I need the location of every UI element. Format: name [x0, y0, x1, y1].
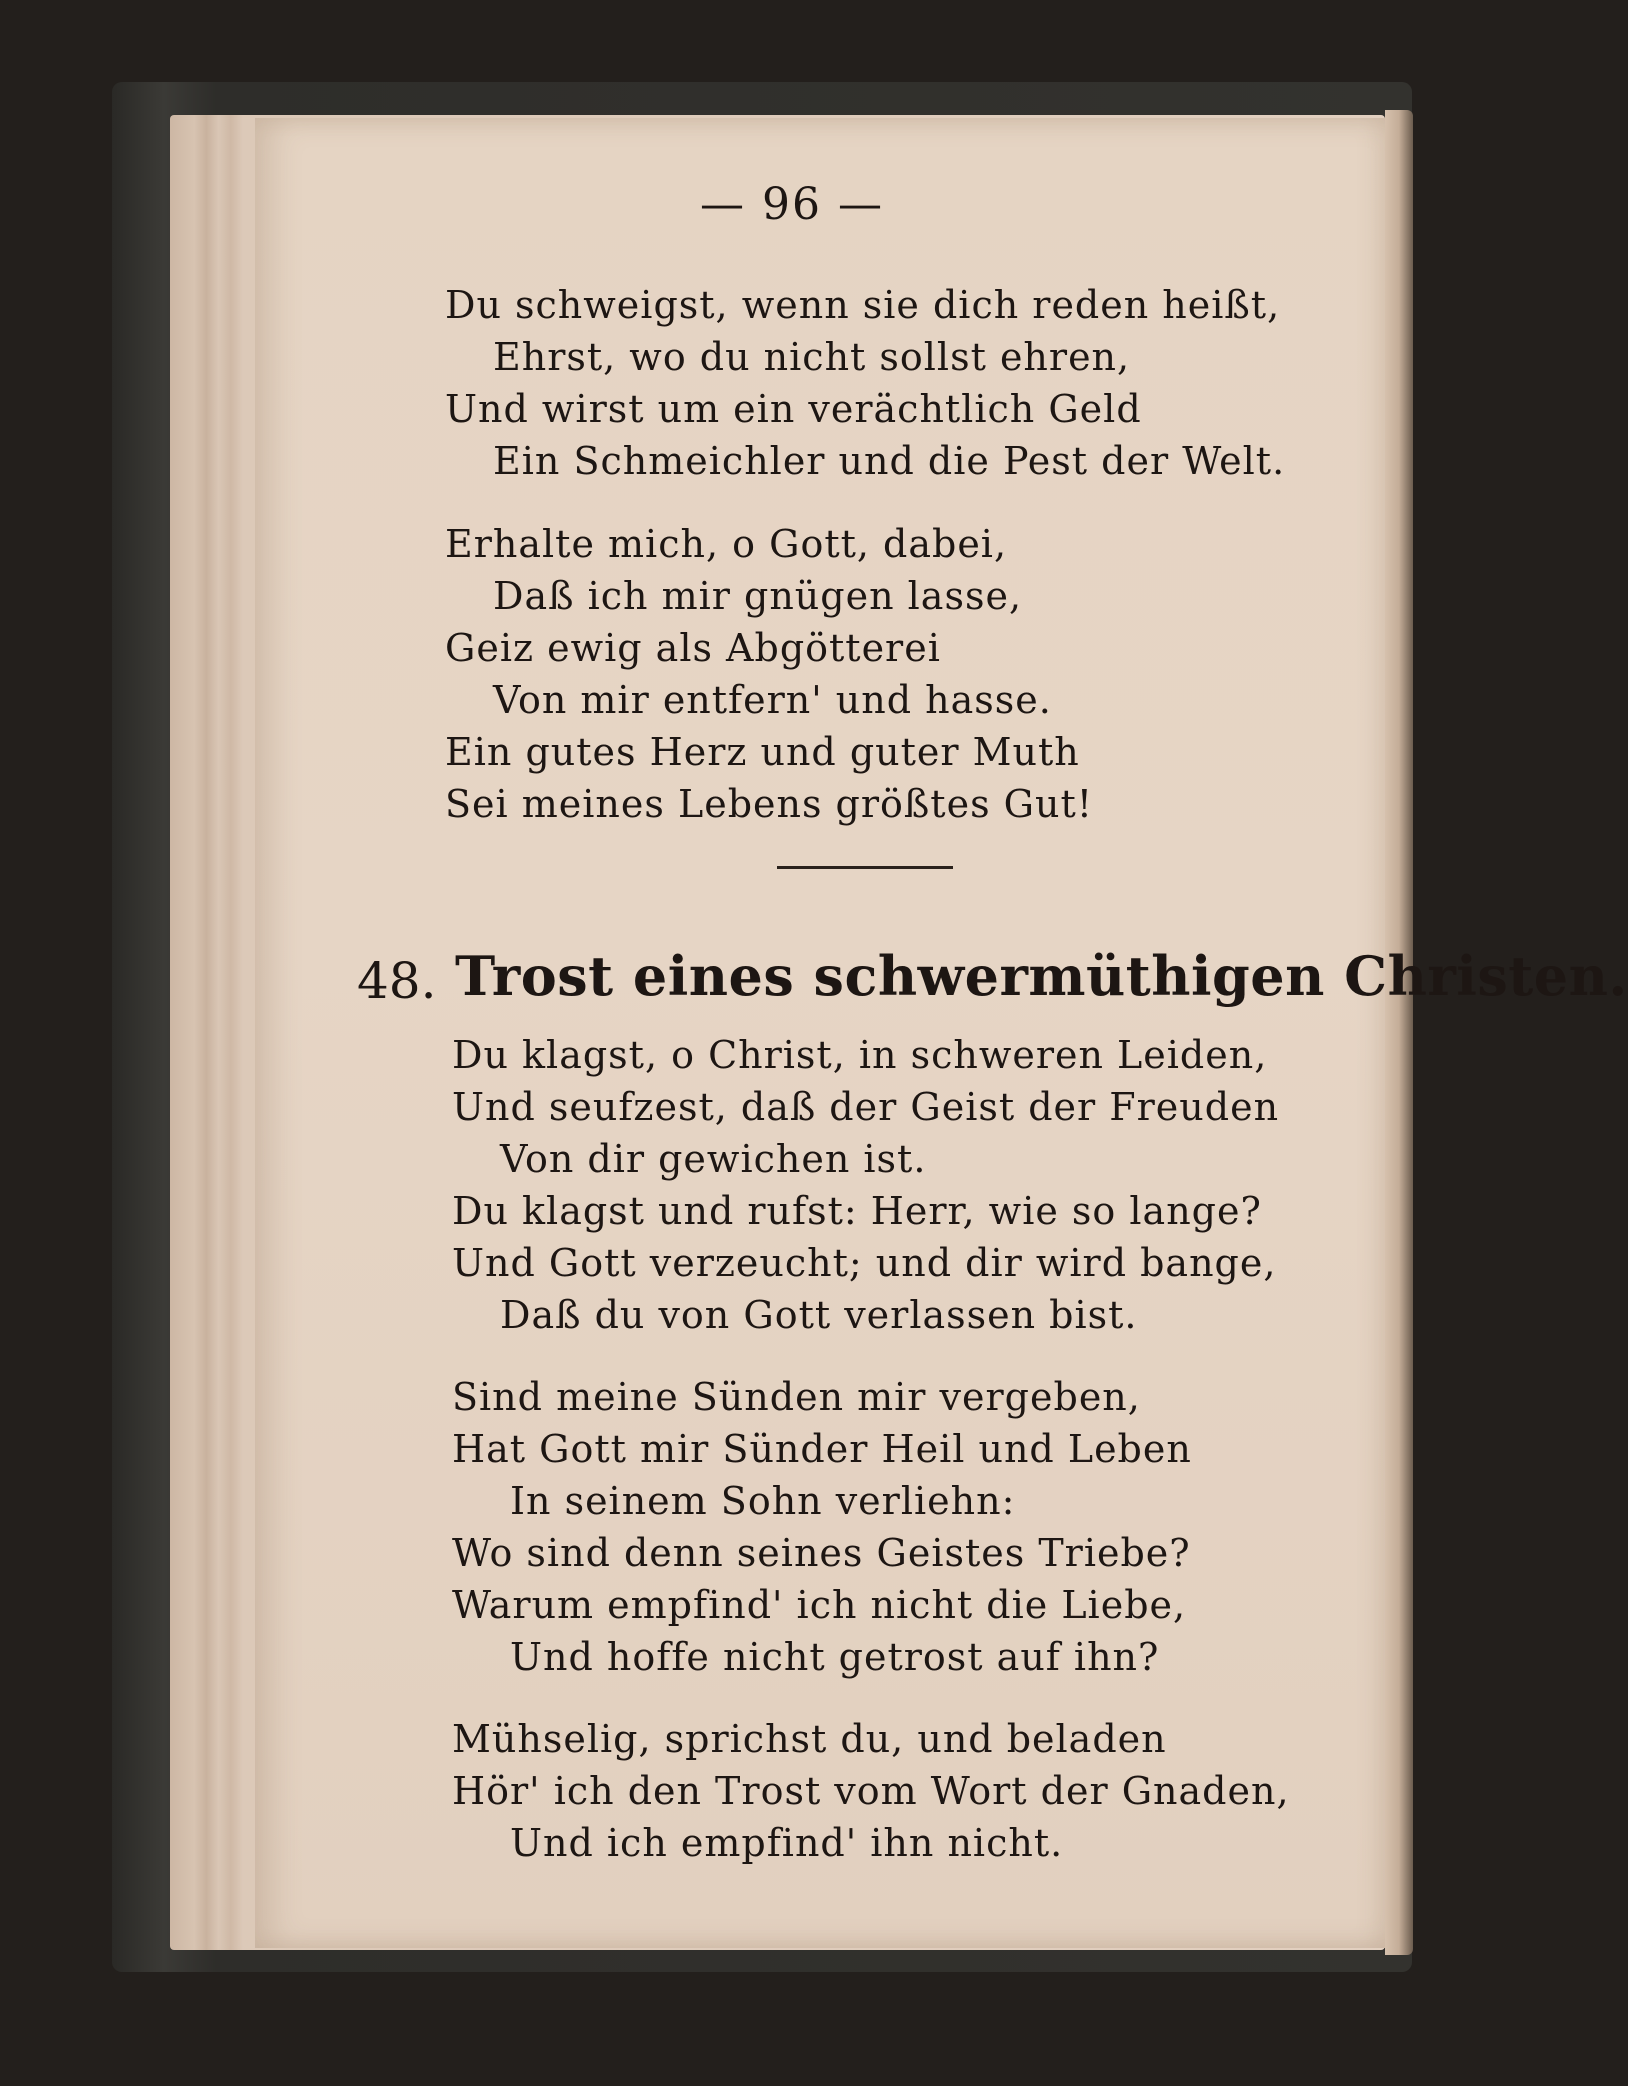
- verse-line: Und Gott verzeucht; und dir wird bange,: [452, 1241, 1277, 1285]
- verse-line: Ehrst, wo du nicht sollst ehren,: [493, 335, 1131, 379]
- verse-line: Und hoffe nicht getrost auf ihn?: [510, 1635, 1160, 1679]
- verse-line: Ein gutes Herz und guter Muth: [445, 730, 1080, 774]
- verse-line: Daß du von Gott verlassen bist.: [500, 1293, 1138, 1337]
- verse-line: Und ich empfind' ihn nicht.: [510, 1821, 1064, 1865]
- verse-line: Du klagst und rufst: Herr, wie so lange?: [452, 1189, 1262, 1233]
- page-fore-edge: [1385, 110, 1413, 1955]
- verse-line: Wo sind denn seines Geistes Triebe?: [452, 1531, 1191, 1575]
- verse-line: Sei meines Lebens größtes Gut!: [445, 782, 1094, 826]
- section-divider: [777, 866, 953, 869]
- verse-line: Und seufzest, daß der Geist der Freuden: [452, 1085, 1280, 1129]
- verse-line: Sind meine Sünden mir vergeben,: [452, 1375, 1141, 1419]
- verse-line: Erhalte mich, o Gott, dabei,: [445, 522, 1008, 566]
- page-number: — 96 —: [700, 179, 884, 230]
- verse-line: Hat Gott mir Sünder Heil und Leben: [452, 1427, 1192, 1471]
- verse-line: Von mir entfern' und hasse.: [493, 678, 1052, 722]
- verse-line: Du schweigst, wenn sie dich reden heißt,: [445, 283, 1281, 327]
- verse-line: Mühselig, sprichst du, und beladen: [452, 1717, 1167, 1761]
- verse-line: Geiz ewig als Abgötterei: [445, 626, 941, 670]
- hymn-title: Trost eines schwermüthigen Christen.: [455, 944, 1628, 1008]
- hymn-number: 48.: [357, 952, 437, 1010]
- verse-line: Warum empfind' ich nicht die Liebe,: [452, 1583, 1187, 1627]
- verse-line: Hör' ich den Trost vom Wort der Gnaden,: [452, 1769, 1290, 1813]
- verse-line: Ein Schmeichler und die Pest der Welt.: [493, 439, 1286, 483]
- verse-line: In seinem Sohn verliehn:: [510, 1479, 1016, 1523]
- verse-line: Von dir gewichen ist.: [500, 1137, 927, 1181]
- verse-line: Und wirst um ein verächtlich Geld: [445, 387, 1142, 431]
- verse-line: Du klagst, o Christ, in schweren Leiden,: [452, 1033, 1268, 1077]
- verse-line: Daß ich mir gnügen lasse,: [493, 574, 1023, 618]
